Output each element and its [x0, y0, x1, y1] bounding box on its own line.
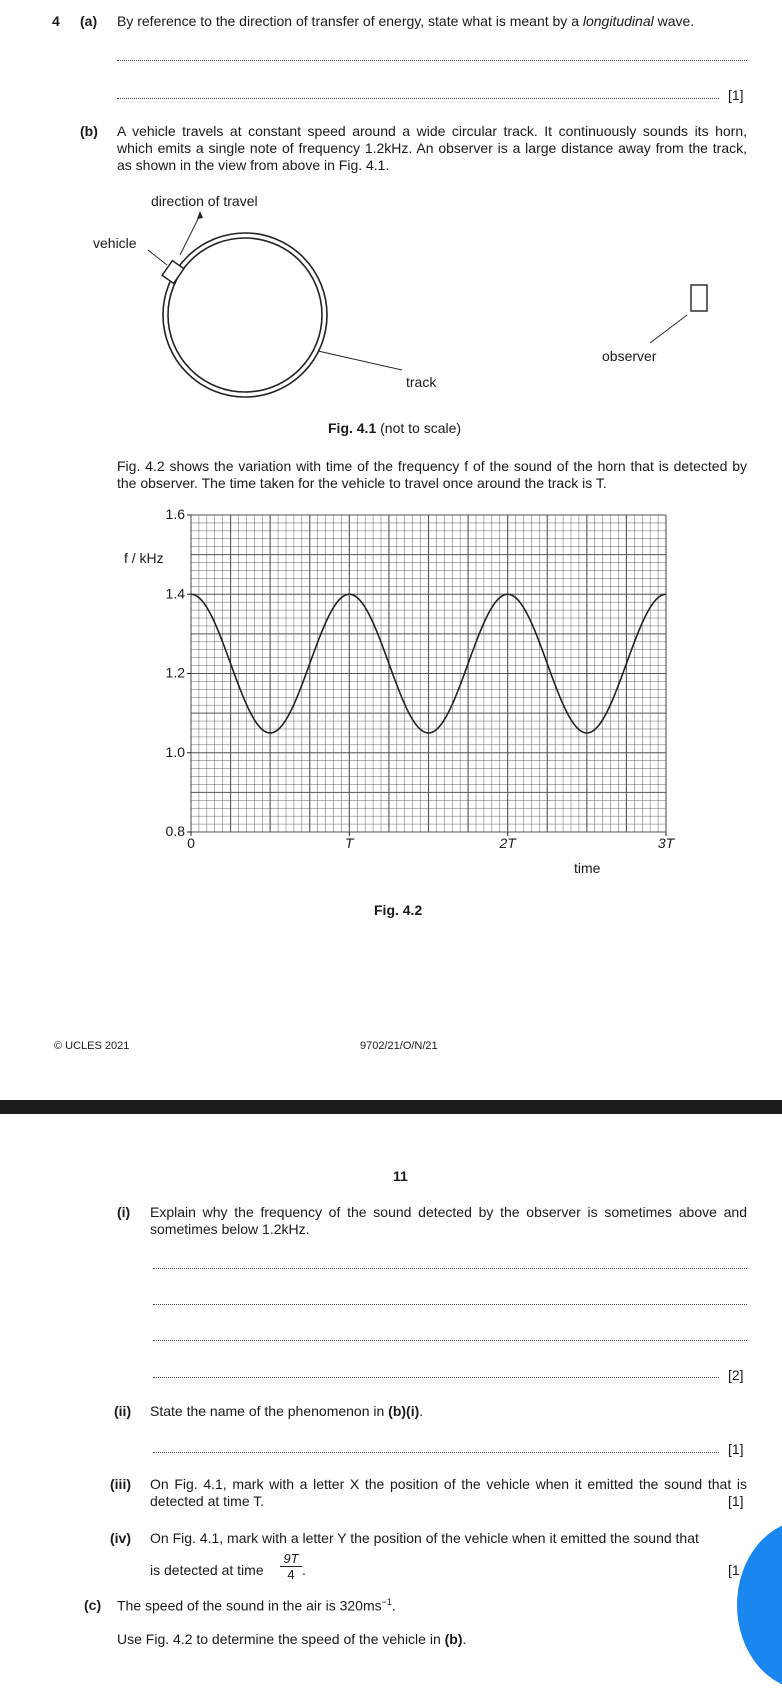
observer-box — [691, 285, 707, 311]
part-iv-line1: On Fig. 4.1, mark with a letter Y the position of the vehicle when it emitted the sound that — [150, 1530, 699, 1546]
part-iv-line2: is detected at time — [150, 1562, 264, 1578]
part-c-text: The speed of the sound in the air is $320ms^{-1}$. — [117, 1597, 396, 1614]
footer-code: 9702/21/O/N/21 — [360, 1040, 438, 1052]
x-tick-label: 2T — [499, 835, 516, 851]
part-b-label: (b) — [80, 123, 98, 139]
vehicle-label: vehicle — [93, 235, 137, 251]
part-iv-label: (iv) — [110, 1530, 131, 1546]
track-inner — [168, 238, 322, 392]
fig-4-1-diagram — [0, 180, 782, 410]
direction-arrowhead — [197, 211, 203, 219]
part-i-text: Explain why the frequency of the sound detected by the observer is sometimes above and sometimes below 1.2kHz. — [150, 1204, 747, 1237]
track-outer — [163, 233, 327, 397]
fraction: 9T 4 — [280, 1551, 302, 1582]
y-axis-label: f / kHz — [124, 550, 164, 566]
marks: [2] — [728, 1367, 744, 1383]
marks: [1 — [728, 1562, 740, 1578]
part-iii-text: On Fig. 4.1, mark with a letter X the position of the vehicle when it emitted the sound that is detected at time T. — [150, 1476, 747, 1509]
answer-line[interactable] — [117, 98, 719, 99]
observer-label: observer — [602, 348, 657, 364]
answer-line[interactable] — [153, 1304, 747, 1305]
x-tick-label: 0 — [187, 835, 195, 851]
answer-line[interactable] — [117, 60, 747, 61]
fraction-period: . — [302, 1562, 306, 1578]
answer-line[interactable] — [153, 1452, 719, 1453]
part-c-label: (c) — [84, 1597, 102, 1613]
answer-line[interactable] — [153, 1268, 747, 1269]
y-tick-label: 1.2 — [165, 664, 185, 681]
vehicle-pointer — [148, 250, 167, 265]
marks: [1] — [728, 1441, 744, 1457]
part-b-text: A vehicle travels at constant speed around a wide circular track. It continuously sounds its horn, which emits a single note of frequency 1.2kHz. An observer is a large distance away from the track, as shown in the view from above in Fig. 4.1. — [117, 123, 747, 173]
question-number: 4 — [52, 13, 60, 29]
footer-copyright: © UCLES 2021 — [54, 1040, 130, 1052]
fig-4-2-caption: Fig. 4.2 — [374, 902, 423, 918]
track-pointer — [318, 351, 402, 370]
fig-4-2-chart — [0, 505, 782, 905]
x-tick-label: 3T — [657, 835, 675, 851]
part-ii-label: (ii) — [114, 1403, 132, 1419]
marks: [1] — [728, 87, 744, 103]
part-a-label: (a) — [80, 13, 98, 29]
answer-line[interactable] — [153, 1377, 719, 1378]
y-tick-label: 1.4 — [165, 585, 185, 602]
page-separator — [0, 1100, 782, 1114]
x-axis-label: time — [574, 860, 601, 876]
part-iii-label: (iii) — [110, 1476, 131, 1492]
part-ii-text: State the name of the phenomenon in (b)(i). — [150, 1403, 424, 1419]
y-tick-label: 1.0 — [165, 743, 185, 760]
y-tick-label: 0.8 — [165, 823, 185, 839]
floating-action-button[interactable] — [737, 1520, 782, 1690]
part-i-label: (i) — [117, 1204, 131, 1220]
answer-line[interactable] — [153, 1340, 747, 1341]
y-tick-label: 1.6 — [165, 506, 185, 522]
observer-pointer — [650, 315, 687, 343]
part-a-question: By reference to the direction of transfer of energy, state what is meant by a longitudinal wave. — [117, 13, 695, 29]
page-number: 11 — [393, 1168, 408, 1184]
fig-4-1-caption: Fig. 4.1 (not to scale) — [328, 420, 462, 436]
part-c-instruction: Use Fig. 4.2 to determine the speed of the vehicle in (b). — [117, 1631, 467, 1647]
x-tick-label: T — [345, 835, 354, 851]
direction-label: direction of travel — [151, 193, 258, 209]
track-label: track — [406, 374, 437, 390]
fig-4-2-intro: Fig. 4.2 shows the variation with time of the frequency f of the sound of the horn that is detected by the observer. The time taken for the vehicle to travel once around the track is T. — [117, 458, 747, 491]
marks: [1] — [728, 1493, 744, 1509]
